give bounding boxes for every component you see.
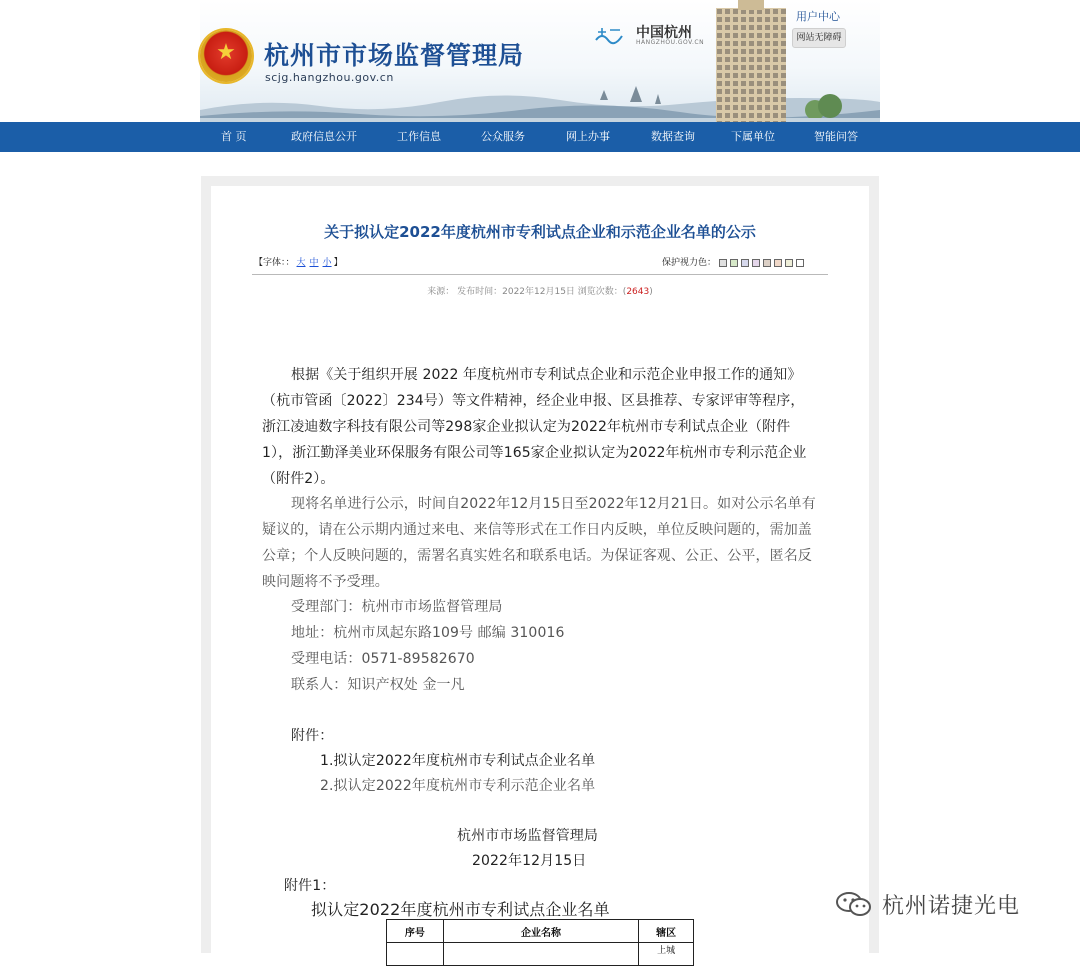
nav-item-work-info[interactable]: 工作信息 [397, 130, 441, 143]
para1-line: （附件2）。 [262, 471, 335, 487]
attachment-link-2[interactable]: 2.拟认定2022年度杭州市专利示范企业名单 [320, 778, 596, 794]
color-swatch-7[interactable] [785, 259, 793, 267]
main-nav [0, 122, 1080, 152]
color-swatch-4[interactable] [752, 259, 760, 267]
site-header [0, 0, 1080, 122]
nav-item-gov-info[interactable]: 政府信息公开 [291, 130, 357, 143]
watermark-text: 杭州诺捷光电 [882, 893, 1021, 919]
attachments-label: 附件： [291, 728, 334, 744]
para1-line: （杭市管函〔2022〕234号）等文件精神，经企业申报、区县推荐、专家评审等程序， [262, 393, 805, 409]
color-swatch-2[interactable] [730, 259, 738, 267]
site-domain: scjg.hangzhou.gov.cn [265, 71, 394, 84]
font-label-close: 】 [333, 258, 343, 268]
article-meta [211, 284, 869, 297]
para2-line: 疑议的，请在公示期内通过来电、来信等形式在工作日内反映，单位反映问题的，需加盖 [262, 522, 812, 538]
signature-date: 2022年12月15日 [472, 853, 587, 869]
nav-item-smart-qa[interactable]: 智能问答 [814, 130, 858, 143]
nav-item-subordinate-units[interactable]: 下属单位 [731, 130, 775, 143]
table-header-index: 序号 [387, 920, 444, 943]
nav-item-home[interactable]: 首 页 [221, 130, 247, 143]
attachment1-table [386, 919, 694, 966]
color-swatches [716, 258, 804, 268]
table-row [387, 943, 694, 966]
table-cell [387, 943, 444, 966]
attachment1-title: 拟认定2022年度杭州市专利试点企业名单 [311, 900, 610, 919]
font-small-link[interactable]: 小 [322, 258, 332, 268]
para1-line: 根据《关于组织开展 2022 年度杭州市专利试点企业和示范企业申报工作的通知》 [291, 367, 802, 383]
table-cell-district: 上城 [639, 943, 694, 966]
nav-item-public-service[interactable]: 公众服务 [481, 130, 525, 143]
national-emblem-icon [200, 30, 252, 82]
china-hangzhou-title[interactable]: 中国杭州 [636, 25, 692, 41]
para1-line: 浙江凌迪数字科技有限公司等298家企业拟认定为2022年杭州市专利试点企业（附件 [262, 419, 791, 435]
font-size-control [254, 255, 343, 268]
para1-line: 1），浙江勤泽美业环保服务有限公司等165家企业拟认定为2022年杭州市专利示范企业 [262, 445, 807, 461]
color-swatch-8[interactable] [796, 259, 804, 267]
contact-person: 联系人：知识产权处 金一凡 [291, 677, 465, 693]
color-swatch-5[interactable] [763, 259, 771, 267]
table-cell [443, 943, 639, 966]
font-medium-link[interactable]: 中 [309, 258, 319, 268]
title-divider [252, 274, 828, 275]
article-title: 关于拟认定2022年度杭州市专利试点企业和示范企业名单的公示 [324, 223, 756, 241]
site-title: 杭州市市场监督管理局 [264, 41, 525, 70]
accessibility-button[interactable]: 网站无障碍 [792, 28, 846, 48]
font-label-open: 【字体：： [254, 258, 295, 268]
color-swatch-6[interactable] [774, 259, 782, 267]
color-swatch-1[interactable] [719, 259, 727, 267]
table-header-district: 辖区 [639, 920, 694, 943]
view-count: 2643 [626, 287, 650, 297]
contact-phone: 受理电话：0571-89582670 [291, 651, 475, 667]
signature-org: 杭州市市场监督管理局 [457, 828, 598, 844]
para2-line: 现将名单进行公示，时间自2022年12月15日至2022年12月21日。如对公示名单有 [291, 496, 816, 512]
meta-prefix: 来源： 发布时间：2022年12月15日 浏览次数：( [427, 287, 627, 297]
user-center-link[interactable]: 用户中心 [796, 10, 840, 23]
contact-address: 地址：杭州市凤起东路109号 邮编 310016 [291, 625, 565, 641]
attachment1-label: 附件1： [284, 878, 336, 894]
eye-protection-control [662, 255, 804, 268]
attachment-link-1[interactable]: 1.拟认定2022年度杭州市专利试点企业名单 [320, 753, 596, 769]
wechat-icon [834, 890, 874, 918]
meta-suffix: ) [649, 287, 653, 297]
para2-line: 公章；个人反映问题的，需署名真实姓名和联系电话。为保证客观、公正、公平，匿名反 [262, 548, 812, 564]
hangzhou-logo-icon [594, 22, 624, 46]
para2-line: 映问题将不予受理。 [262, 574, 389, 590]
table-header-row [387, 920, 694, 943]
font-large-link[interactable]: 大 [296, 258, 306, 268]
contact-department: 受理部门：杭州市市场监督管理局 [291, 599, 503, 615]
color-swatch-3[interactable] [741, 259, 749, 267]
nav-item-online-service[interactable]: 网上办事 [566, 130, 610, 143]
wechat-watermark [834, 886, 1020, 922]
eye-protection-label: 保护视力色： [662, 258, 717, 268]
office-tower-image [708, 0, 796, 122]
nav-item-data-query[interactable]: 数据查询 [651, 130, 695, 143]
table-header-company: 企业名称 [443, 920, 639, 943]
china-hangzhou-domain: HANGZHOU.GOV.CN [636, 39, 705, 46]
